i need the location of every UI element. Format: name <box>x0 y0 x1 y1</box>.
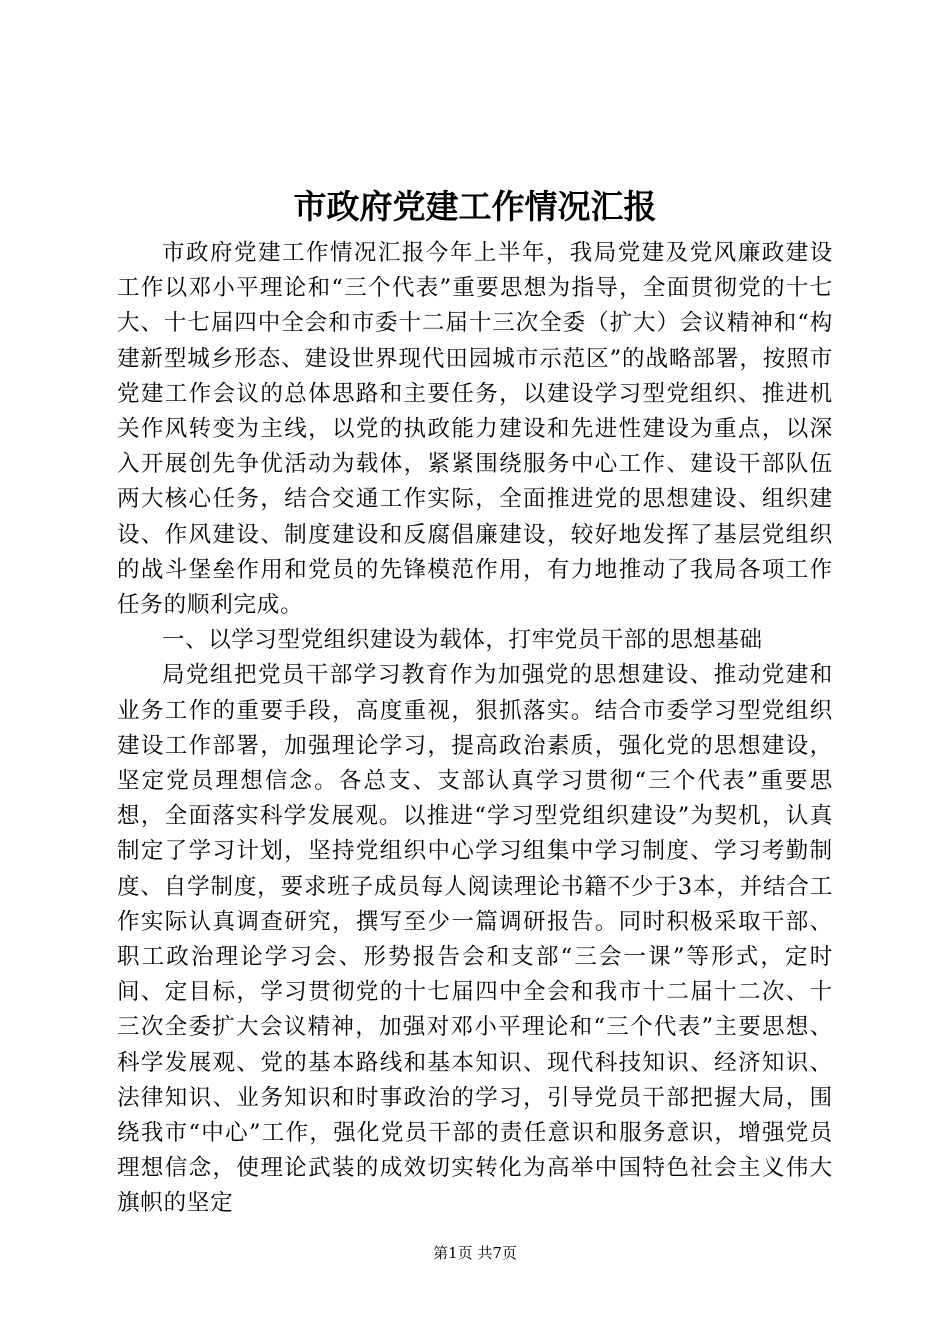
document-title: 市政府党建工作情况汇报 <box>293 187 657 226</box>
section-heading-1: 一、以学习型党组织建设为载体，打牢党员干部的思想基础 <box>162 627 763 654</box>
document-body <box>117 236 833 1222</box>
page-footer: 第1页 共7页 <box>433 1244 517 1262</box>
paragraph-intro: 市政府党建工作情况汇报今年上半年，我局党建及党风廉政建设工作以邓小平理论和“三个代表”重要思想为指导，全面贯彻党的十七大、十七届四中全会和市委十二届十三次全委（扩大）会议精神和“构建新型城乡形态、建设世界现代田园城市示范区”的战略部署，按照市党建工作会议的总体思路和主要任务，以建设学习型党组织、推进机关作风转变为主线，以党的执政能力建设和先进性建设为重点，以深入开展创先争优活动为载体，紧紧围绕服务中心工作、建设干部队伍两大核心任务，结合交通工作实际，全面推进党的思想建设、组织建设、作风建设、制度建设和反腐倡廉建设，较好地发挥了基层党组织的战斗堡垒作用和党员的先锋模范作用，有力地推动了我局各项工作任务的顺利完成。 <box>117 240 833 619</box>
paragraph-section-1: 局党组把党员干部学习教育作为加强党的思想建设、推动党建和业务工作的重要手段，高度重视，狠抓落实。结合市委学习型党组织建设工作部署，加强理论学习，提高政治素质，强化党的思想建设，坚定党员理想信念。各总支、支部认真学习贯彻“三个代表”重要思想，全面落实科学发展观。以推进“学习型党组织建设”为契机，认真制定了学习计划，坚持党组织中心学习组集中学习制度、学习考勤制度、自学制度，要求班子成员每人阅读理论书籍不少于3本，并结合工作实际认真调查研究，撰写至少一篇调研报告。同时积极采取干部、职工政治理论学习会、形势报告会和支部“三会一课”等形式，定时间、定目标，学习贯彻党的十七届四中全会和我市十二届十二次、十三次全委扩大会议精神，加强对邓小平理论和“三个代表”主要思想、科学发展观、党的基本路线和基本知识、现代科技知识、经济知识、法律知识、业务知识和时事政治的学习，引导党员干部把握大局，围绕我市“中心”工作，强化党员干部的责任意识和服务意识，增强党员理想信念，使理论武装的成效切实转化为高举中国特色社会主义伟大旗帜的坚定 <box>117 662 833 1217</box>
